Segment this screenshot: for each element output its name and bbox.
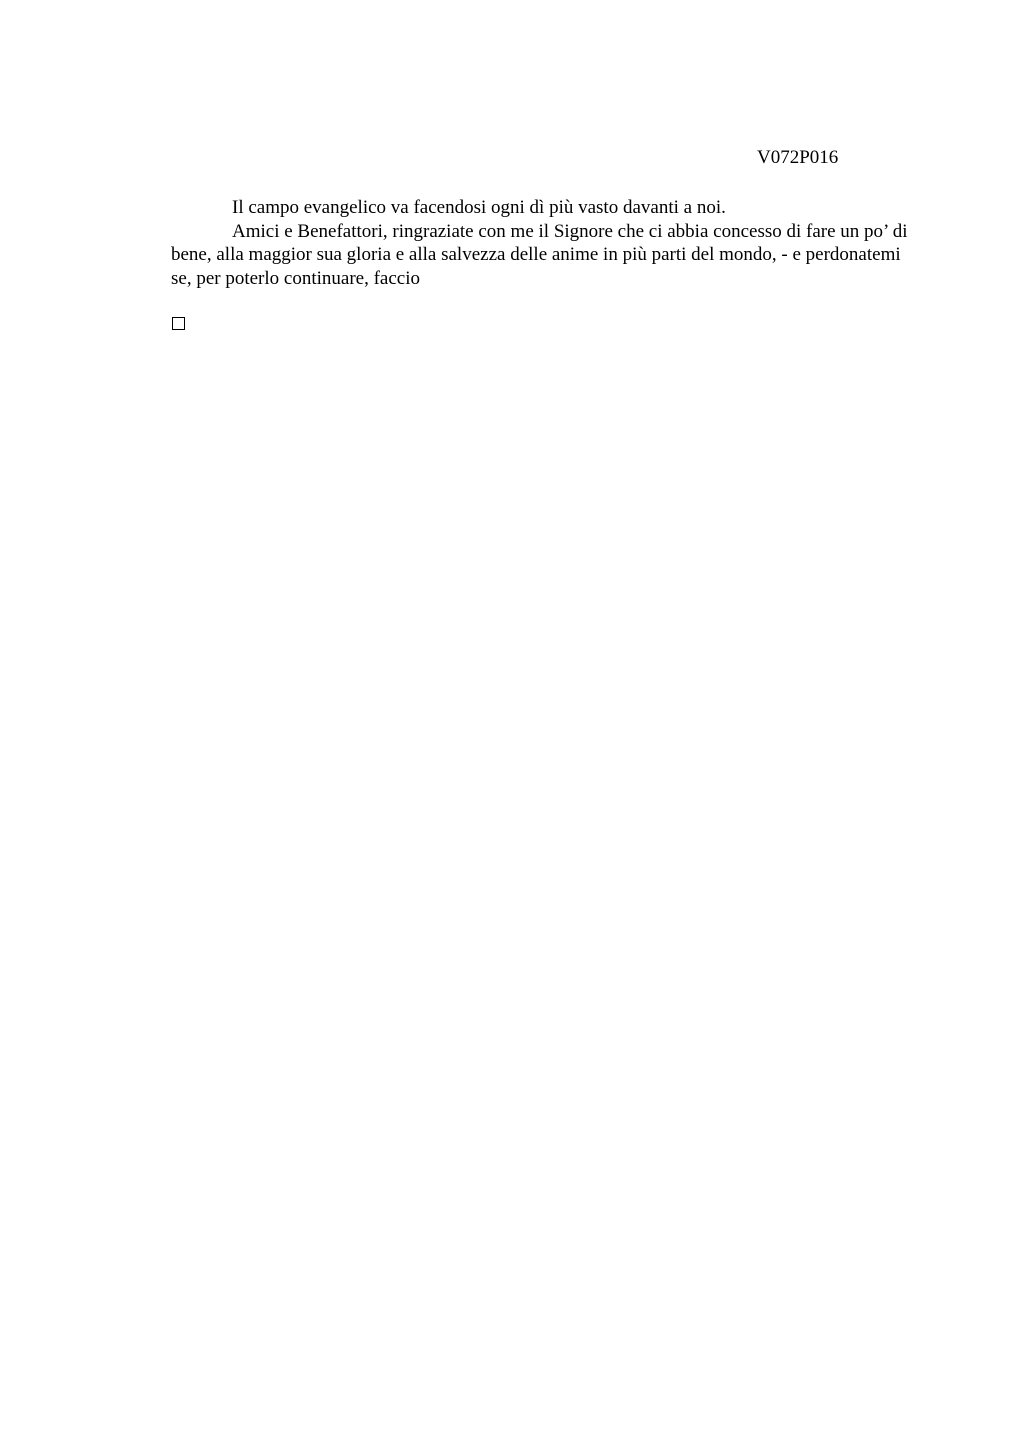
paragraph-2: Amici e Benefattori, ringraziate con me il Signore che ci abbia concesso di fare un po’ di bene, alla maggior sua gloria e alla salvezza delle anime in più parti del mondo, - e perdonatemi se, per poterlo continuare, faccio <box>171 220 908 289</box>
square-box-icon <box>172 317 185 330</box>
body-text <box>171 196 917 290</box>
page-code: V072P016 <box>757 147 839 168</box>
paragraph-1: Il campo evangelico va facendosi ogni dì più vasto davanti a noi. <box>232 197 726 218</box>
